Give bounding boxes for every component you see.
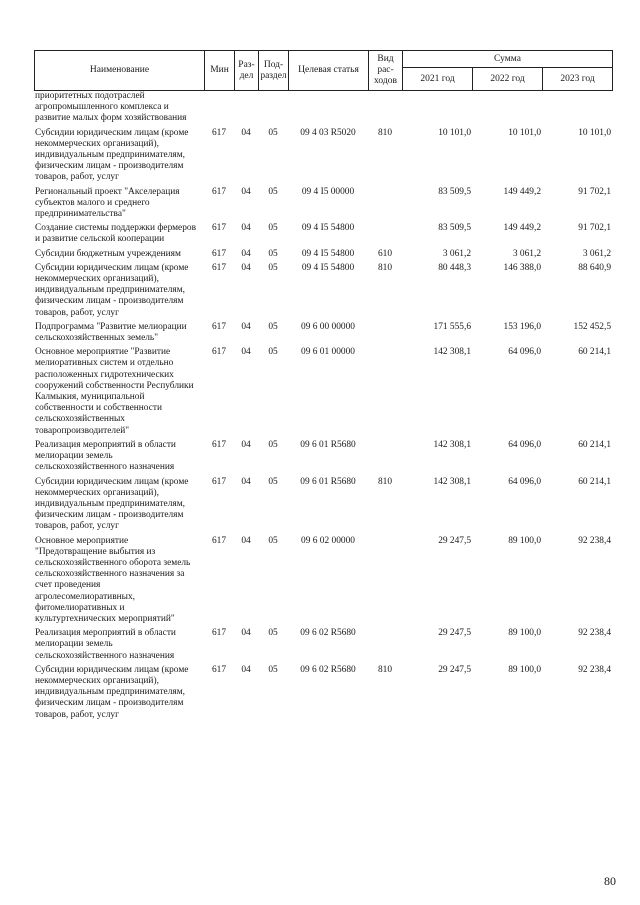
row-vid xyxy=(368,440,402,477)
row-sum-2023: 60 214,1 xyxy=(578,439,611,450)
row-podrazdel: 05 xyxy=(268,535,278,546)
table-row xyxy=(34,187,612,224)
row-target: 09 6 02 R5680 xyxy=(300,664,356,675)
row-vid xyxy=(368,536,402,629)
row-name: Подпрограмма "Развитие мелиорации сельскохозяйственных земель" xyxy=(35,321,187,344)
row-vid xyxy=(368,347,402,440)
row-sum-2022: 149 449,2 xyxy=(503,223,541,234)
table-header xyxy=(34,50,613,91)
row-podrazdel: 05 xyxy=(268,262,278,273)
row-podrazdel: 05 xyxy=(268,223,278,234)
row-vid: 810 xyxy=(377,476,393,487)
row-name: Создание системы поддержки фермеров и развитие сельской кооперации xyxy=(35,223,197,245)
row-razdel: 04 xyxy=(241,262,251,273)
row-sum-2022: 64 096,0 xyxy=(508,347,541,358)
row-sum-2022 xyxy=(472,91,542,128)
row-name: Субсидии бюджетным учреждениям xyxy=(35,248,181,259)
budget-table xyxy=(34,91,612,724)
header-min: Мин xyxy=(205,51,235,91)
row-sum-2021: 80 448,3 xyxy=(438,262,471,273)
row-sum-2023: 92 238,4 xyxy=(578,664,611,675)
row-name: Субсидии юридическим лицам (кроме некоммерческих организаций), индивидуальным предпринимателям, физическим лицам - производителям товаров, работ, услуг xyxy=(35,476,189,532)
table-row xyxy=(34,322,612,347)
row-sum-2021: 10 101,0 xyxy=(438,127,471,138)
row-vid: 810 xyxy=(377,664,393,675)
row-vid: 810 xyxy=(377,127,393,138)
header-2023: 2023 год xyxy=(543,68,613,91)
row-vid xyxy=(368,91,402,128)
row-sum-2022: 149 449,2 xyxy=(503,186,541,197)
header-vid: Вид рас-ходов xyxy=(369,51,403,91)
row-podrazdel: 05 xyxy=(268,248,278,259)
table-row xyxy=(34,440,612,477)
row-sum-2022: 146 388,0 xyxy=(503,262,541,273)
table-row xyxy=(34,665,612,724)
header-2021: 2021 год xyxy=(403,68,473,91)
row-target xyxy=(288,91,368,128)
row-min: 617 xyxy=(211,439,227,450)
row-sum-2023: 91 702,1 xyxy=(578,186,611,197)
row-sum-2022: 10 101,0 xyxy=(508,127,541,138)
row-razdel xyxy=(234,91,258,128)
row-target: 09 6 02 R5680 xyxy=(300,628,356,639)
row-target: 09 6 00 00000 xyxy=(301,321,355,332)
row-podrazdel xyxy=(258,91,288,128)
row-min: 617 xyxy=(211,664,227,675)
row-sum-2023: 3 061,2 xyxy=(582,248,611,259)
row-razdel: 04 xyxy=(241,248,251,259)
row-name: Основное мероприятие "Предотвращение выбытия из сельскохозяйственного оборота земель сельскохозяйственного назначения за счет проведения агролесомелиоративных, фитомелиоративных и культуртехнических мероприятий" xyxy=(35,535,191,624)
row-target: 09 4 I5 54800 xyxy=(301,262,355,273)
table-row xyxy=(34,477,612,536)
row-sum-2023: 60 214,1 xyxy=(578,476,611,487)
row-min: 617 xyxy=(211,628,227,639)
row-name: Реализация мероприятий в области мелиорации земель сельскохозяйственного назначения xyxy=(35,628,176,661)
row-sum-2021: 83 509,5 xyxy=(438,186,471,197)
row-sum-2022: 64 096,0 xyxy=(508,476,541,487)
row-name: Реализация мероприятий в области мелиорации земель сельскохозяйственного назначения xyxy=(35,439,176,473)
row-sum-2021: 29 247,5 xyxy=(438,535,471,546)
row-podrazdel: 05 xyxy=(268,476,278,487)
row-name: Субсидии юридическим лицам (кроме некоммерческих организаций), индивидуальным предпринимателям, физическим лицам - производителям товаров, работ, услуг xyxy=(35,664,189,720)
table-row xyxy=(34,91,612,128)
row-podrazdel: 05 xyxy=(268,664,278,675)
row-target: 09 4 I5 54800 xyxy=(301,223,355,234)
row-sum-2021 xyxy=(402,91,472,128)
row-name: Субсидии юридическим лицам (кроме некоммерческих организаций), индивидуальным предпринимателям, физическим лицам - производителям товаров, работ, услуг xyxy=(35,127,189,183)
row-sum-2023: 60 214,1 xyxy=(578,347,611,358)
row-name: Региональный проект "Акселерация субъектов малого и среднего предпринимательства" xyxy=(35,186,180,220)
row-target: 09 6 01 R5680 xyxy=(300,476,356,487)
row-razdel: 04 xyxy=(241,628,251,639)
row-razdel: 04 xyxy=(241,439,251,450)
row-min: 617 xyxy=(211,248,227,259)
row-sum-2023 xyxy=(542,91,612,128)
row-podrazdel: 05 xyxy=(268,127,278,138)
row-podrazdel: 05 xyxy=(268,628,278,639)
row-min: 617 xyxy=(211,476,227,487)
row-min: 617 xyxy=(211,186,227,197)
row-razdel: 04 xyxy=(241,664,251,675)
header-name: Наименование xyxy=(35,51,205,91)
row-razdel: 04 xyxy=(241,127,251,138)
table-row xyxy=(34,223,612,248)
row-name: Субсидии юридическим лицам (кроме некоммерческих организаций), индивидуальным предпринимателям, физическим лицам - производителям товаров, работ, услуг xyxy=(35,262,189,318)
row-min: 617 xyxy=(211,535,227,546)
row-sum-2021: 142 308,1 xyxy=(433,347,471,358)
row-vid xyxy=(368,322,402,347)
row-razdel: 04 xyxy=(241,223,251,234)
row-sum-2023: 92 238,4 xyxy=(578,628,611,639)
row-target: 09 4 I5 00000 xyxy=(301,186,355,197)
page-number: 80 xyxy=(604,874,616,888)
header-2022: 2022 год xyxy=(473,68,543,91)
row-razdel: 04 xyxy=(241,347,251,358)
row-sum-2021: 83 509,5 xyxy=(438,223,471,234)
header-razdel: Раз-дел xyxy=(235,51,259,91)
table-body xyxy=(34,91,612,724)
row-vid xyxy=(368,223,402,248)
row-min: 617 xyxy=(211,223,227,234)
table-row xyxy=(34,128,612,187)
row-sum-2021: 142 308,1 xyxy=(433,476,471,487)
row-sum-2023: 152 452,5 xyxy=(573,321,611,332)
row-sum-2021: 171 555,6 xyxy=(433,321,471,332)
row-razdel: 04 xyxy=(241,476,251,487)
row-sum-2021: 142 308,1 xyxy=(433,439,471,450)
row-podrazdel: 05 xyxy=(268,186,278,197)
row-target: 09 6 02 00000 xyxy=(301,535,355,546)
row-razdel: 04 xyxy=(241,186,251,197)
row-min: 617 xyxy=(211,347,227,358)
row-podrazdel: 05 xyxy=(268,321,278,332)
header-summa: Сумма xyxy=(403,51,613,68)
row-sum-2022: 89 100,0 xyxy=(508,535,541,546)
row-podrazdel: 05 xyxy=(268,347,278,358)
header-target: Целевая статья xyxy=(289,51,369,91)
row-razdel: 04 xyxy=(241,535,251,546)
row-target: 09 4 03 R5020 xyxy=(300,127,356,138)
row-sum-2022: 89 100,0 xyxy=(508,664,541,675)
row-min xyxy=(204,91,234,128)
row-sum-2023: 88 640,9 xyxy=(578,262,611,273)
row-sum-2023: 10 101,0 xyxy=(578,127,611,138)
row-name: Основное мероприятие "Развитие мелиоративных систем и отдельно расположенных гидротехнических сооружений собственности Республики Калмыкия, муниципальной собственности и собственности сельскохозяйственных товаропроизводителей" xyxy=(35,347,194,436)
row-min: 617 xyxy=(211,127,227,138)
row-name: приоритетных подотраслей агропромышленного комплекса и развитие малых форм хозяйствования xyxy=(35,91,187,124)
row-sum-2022: 64 096,0 xyxy=(508,439,541,450)
table-row xyxy=(34,628,612,665)
row-target: 09 4 I5 54800 xyxy=(301,248,355,259)
row-vid: 810 xyxy=(377,262,393,273)
table-row xyxy=(34,536,612,629)
row-sum-2022: 153 196,0 xyxy=(503,321,541,332)
row-sum-2022: 89 100,0 xyxy=(508,628,541,639)
row-sum-2021: 29 247,5 xyxy=(438,628,471,639)
table-row xyxy=(34,263,612,322)
row-sum-2023: 91 702,1 xyxy=(578,223,611,234)
row-target: 09 6 01 00000 xyxy=(301,347,355,358)
row-sum-2021: 3 061,2 xyxy=(442,248,471,259)
row-podrazdel: 05 xyxy=(268,439,278,450)
table-row xyxy=(34,347,612,440)
header-podrazdel: Под-раздел xyxy=(259,51,289,91)
row-min: 617 xyxy=(211,321,227,332)
row-sum-2022: 3 061,2 xyxy=(512,248,541,259)
row-vid xyxy=(368,628,402,665)
row-vid xyxy=(368,187,402,224)
row-sum-2023: 92 238,4 xyxy=(578,535,611,546)
row-min: 617 xyxy=(211,262,227,273)
row-razdel: 04 xyxy=(241,321,251,332)
row-target: 09 6 01 R5680 xyxy=(300,439,356,450)
row-sum-2021: 29 247,5 xyxy=(438,664,471,675)
table-row xyxy=(34,249,612,263)
row-vid: 610 xyxy=(377,248,393,259)
